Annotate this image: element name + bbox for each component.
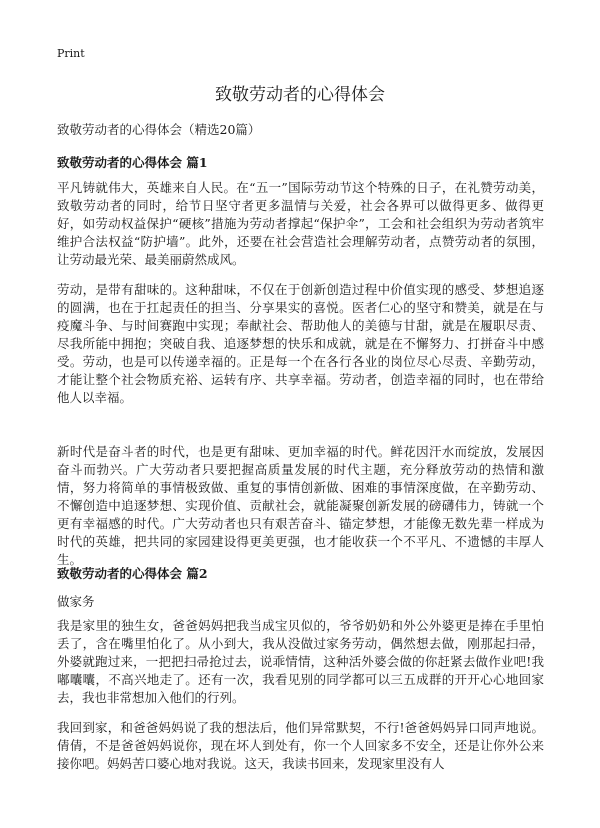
- section-1-heading: 致敬劳动者的心得体会 篇1: [57, 155, 208, 170]
- section-2-heading: 致敬劳动者的心得体会 篇2: [57, 566, 208, 581]
- section-1-paragraph-2: 劳动，是带有甜味的。这种甜味，不仅在于创新创造过程中价值实现的感受、梦想追逐的圆满，也在于扛起责任的担当、分享果实的喜悦。医者仁心的坚守和赞美，就是在与疫魔斗争、与时间赛跑中实现；奉献社会、帮助他人的美德与甘甜，就是在履职尽责、尽我所能中拥抱；突破自我、追逐梦想的快乐和成就，就是在不懈努力、打拼奋斗中感受。劳动，也是可以传递幸福的。正是每一个在各行各业的岗位尽心尽责、辛勤劳动，才能让整个社会物质充裕、运转有序、共享幸福。劳动者，创造幸福的同时，也在带给他人以幸福。: [57, 282, 544, 405]
- print-label[interactable]: Print: [57, 47, 85, 60]
- section-2-subheading: 做家务: [57, 594, 95, 609]
- document-subtitle: 致敬劳动者的心得体会（精选20篇）: [57, 122, 261, 137]
- section-2-paragraph-1: 我是家里的独生女，爸爸妈妈把我当成宝贝似的，爷爷奶奶和外公外婆更是捧在手里怕丢了，含在嘴里怕化了。从小到大，我从没做过家务劳动，偶然想去做，刚那起扫帚，外婆就跑过来，一把把扫帚抢过去，说乖情情，这种活外婆会做的你赶紧去做作业吧!我嘟囔囔，不高兴地走了。还有一次，我看见别的同学都可以三五成群的开开心心地回家去，我也非常想加入他们的行列。: [57, 618, 544, 705]
- document-title: 致敬劳动者的心得体会: [215, 85, 385, 105]
- section-1-paragraph-1: 平凡铸就伟大，英雄来自人民。在“五一”国际劳动节这个特殊的日子，在礼赞劳动美，致敬劳动者的同时，给节日坚守者更多温情与关爱，社会各界可以做得更多、做得更好，如劳动权益保护“硬核”措施为劳动者撑起“保护伞”，工会和社会组织为劳动者筑牢维护合法权益“防护墙”。此外，还要在社会营造社会理解劳动者，点赞劳动者的氛围，让劳动最光荣、最美丽蔚然成风。: [57, 180, 544, 267]
- section-1-paragraph-3: 新时代是奋斗者的时代，也是更有甜味、更加幸福的时代。鲜花因汗水而绽放，发展因奋斗而勃兴。广大劳动者只要把握高质量发展的时代主题，充分释放劳动的热情和激情，努力将简单的事情极致做、重复的事情创新做、困难的事情深度做，在辛勤劳动、不懈创造中追逐梦想、实现价值、贡献社会，就能凝聚创新发展的磅礴伟力，铸就一个更有幸福感的时代。广大劳动者也只有艰苦奋斗、锚定梦想，才能像无数先辈一样成为时代的英雄，把共同的家园建设得更美更强，也才能收获一个不平凡、不遗憾的丰厚人生。: [57, 444, 544, 567]
- section-2-paragraph-2: 我回到家，和爸爸妈妈说了我的想法后，他们异常默契，不行!爸爸妈妈异口同声地说。倩倩，不是爸爸妈妈说你，现在坏人到处有，你一个人回家多不安全，还是让你外公来接你吧。妈妈苦口婆心地对我说。这天，我读书回来，发现家里没有人: [57, 720, 544, 771]
